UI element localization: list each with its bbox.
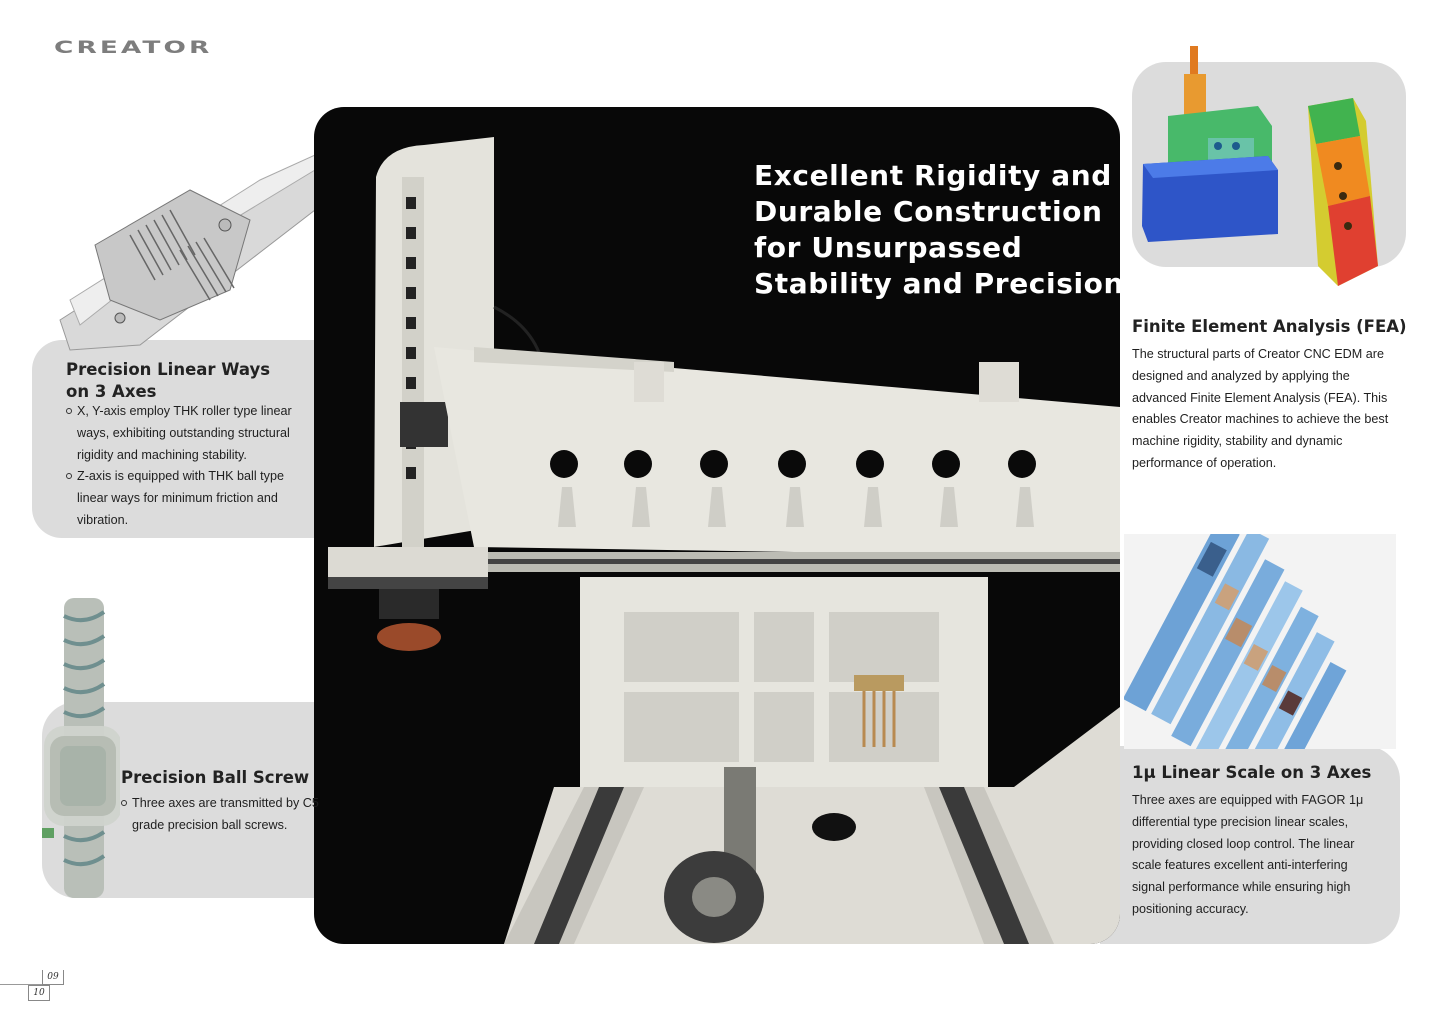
linear-ways-title-line1: Precision Linear Ways: [66, 360, 271, 379]
linear-ways-bullet: Z-axis is equipped with THK ball type linear ways for minimum friction and vibration.: [66, 466, 312, 531]
fea-model-illustration: [1138, 46, 1400, 296]
linear-scale-illustration: [1124, 534, 1396, 749]
hero-headline-line: for Unsurpassed: [754, 231, 1023, 264]
linear-ways-body: [66, 401, 312, 532]
page-number-left: 10: [28, 985, 50, 1001]
linear-ways-bullet: X, Y-axis employ THK roller type linear ways, exhibiting outstanding structural rigidity and machining stability.: [66, 401, 312, 466]
ball-screw-bullet: Three axes are transmitted by C5 grade precision ball screws.: [121, 793, 326, 837]
fea-title: Finite Element Analysis (FEA): [1132, 317, 1407, 336]
ball-screw-illustration: [30, 596, 120, 898]
linear-scale-body: Three axes are equipped with FAGOR 1μ differential type precision linear scales, providing closed loop control. The linear scale features excellent anti-interfering signal performance while ensuring high positioning accuracy.: [1132, 793, 1364, 916]
hero-headline: [754, 158, 1125, 302]
hero-headline-line: Stability and Precision: [754, 267, 1125, 300]
linear-scale-title: 1μ Linear Scale on 3 Axes: [1132, 763, 1372, 782]
creator-logo: CREATOR: [54, 38, 213, 58]
page-number-right: 09: [42, 970, 64, 985]
ball-screw-body: [121, 793, 326, 837]
fea-body: The structural parts of Creator CNC EDM are designed and analyzed by applying the advanced Finite Element Analysis (FEA). This enables Creator machines to achieve the best machine rigidity, stability and dynamic performance of operation.: [1132, 347, 1389, 470]
linear-ways-title-line2: on 3 Axes: [66, 382, 157, 401]
linear-way-illustration: [50, 150, 320, 355]
hero-headline-line: Excellent Rigidity and: [754, 159, 1112, 192]
ball-screw-title: Precision Ball Screw: [121, 768, 310, 787]
hero-headline-line: Durable Construction: [754, 195, 1103, 228]
linear-ways-title: [66, 359, 306, 403]
